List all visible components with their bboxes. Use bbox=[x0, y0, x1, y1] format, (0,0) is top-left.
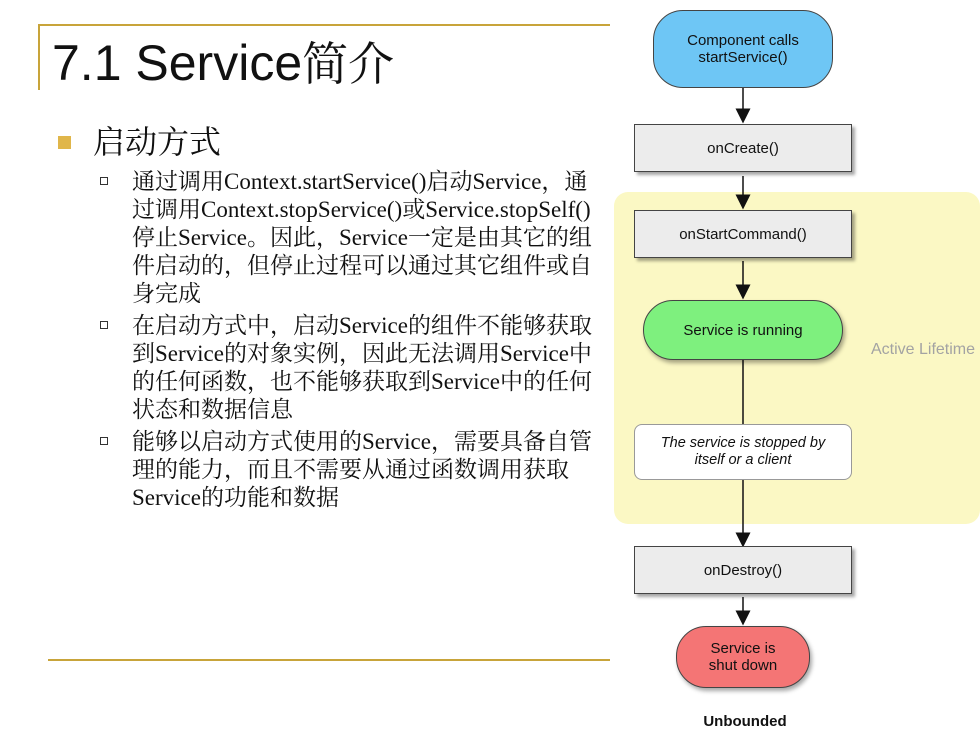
service-shutdown-label: Service is shut down bbox=[708, 640, 778, 674]
ondestroy-node bbox=[634, 546, 852, 594]
service-shutdown-node bbox=[676, 626, 810, 688]
active-lifetime-label: Active Lifetime bbox=[870, 341, 976, 358]
diagram-caption: Unbounded bbox=[703, 713, 787, 730]
oncreate-label: onCreate() bbox=[707, 139, 779, 157]
start-service-node bbox=[653, 10, 833, 88]
bullet-text-1: 通过调用Context.startService()启动Service，通过调用Context.stopService()或Service.stopSelf()停止Service。因此，Service一定是由其它的组件启动的，但停止过程可以通过其它组件或自身完成 bbox=[132, 169, 592, 306]
section-heading-text: 启动方式 bbox=[93, 123, 222, 161]
service-stopped-label: The service is stopped by itself or a client bbox=[660, 435, 826, 468]
onstartcommand-label: onStartCommand() bbox=[679, 225, 807, 243]
slide-title-suffix: 简介 bbox=[302, 37, 395, 91]
start-service-label: Component calls startService() bbox=[687, 32, 799, 66]
onstartcommand-node bbox=[634, 210, 852, 258]
bullet-text-3: 能够以启动方式使用的Service，需要具备自管理的能力，而且不需要从通过函数调用获取Service的功能和数据 bbox=[132, 429, 592, 510]
bullet-text-2: 在启动方式中，启动Service的组件不能够获取到Service的对象实例，因此无法调用Service中的任何函数，也不能够获取到Service中的任何状态和数据信息 bbox=[132, 313, 592, 422]
slide-title-prefix: 7.1 Service bbox=[52, 35, 303, 91]
service-running-node bbox=[643, 300, 843, 360]
ondestroy-label: onDestroy() bbox=[703, 561, 783, 579]
service-running-label: Service is running bbox=[683, 321, 803, 339]
oncreate-node bbox=[634, 124, 852, 172]
service-stopped-note bbox=[634, 424, 852, 480]
